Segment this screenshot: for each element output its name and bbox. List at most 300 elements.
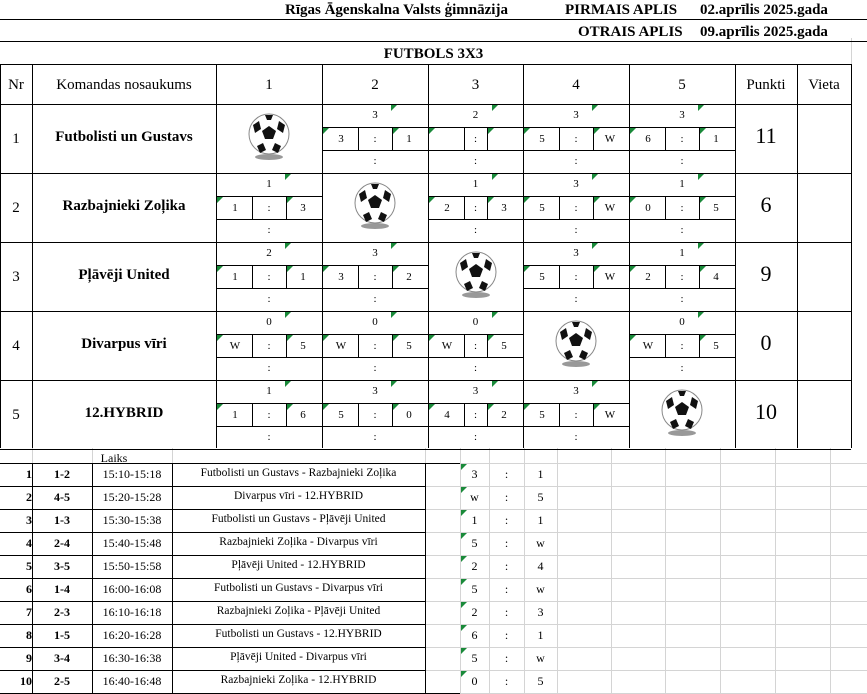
match-teams: Razbajnieki Zoļika - Divarpus vīri: [219, 536, 378, 548]
match-number: 7: [26, 605, 32, 619]
grid-line: [523, 403, 629, 404]
cell-separator: :: [373, 133, 377, 145]
cell-marker: [488, 404, 494, 410]
team-points: 11: [755, 123, 777, 148]
cell-right-score: 6: [300, 409, 306, 421]
match-time: 15:30-15:38: [102, 513, 162, 527]
cell-separator: :: [574, 202, 578, 214]
cell-separator: :: [680, 271, 684, 283]
cell-top-value: 1: [266, 178, 272, 190]
cell-right-score: 5: [501, 340, 507, 352]
grid-line: [557, 448, 558, 694]
cell-top-value: 3: [573, 109, 579, 121]
match-pair: 2-5: [54, 674, 70, 688]
grid-line: [216, 265, 322, 266]
team-points: 0: [760, 330, 772, 355]
grid-line: [629, 288, 735, 289]
cell-marker: [461, 648, 467, 654]
cell-left-score: 0: [645, 202, 651, 214]
grid-line: [216, 219, 322, 220]
match-time: 16:30-16:38: [102, 651, 162, 665]
grid-line: [0, 64, 851, 65]
grid-line: [0, 601, 425, 602]
cell-marker: [630, 197, 636, 203]
col-1: 1: [265, 77, 273, 93]
match-score-a: w: [470, 490, 479, 504]
cell-marker: [429, 197, 435, 203]
cell-marker: [592, 105, 598, 111]
cell-right-score: W: [604, 202, 616, 214]
cell-marker: [630, 128, 636, 134]
grid-line: [0, 509, 425, 510]
cell-marker: [594, 197, 600, 203]
match-score-a: 5: [471, 651, 478, 665]
cell-marker: [461, 510, 467, 516]
cell-right-score: 3: [300, 202, 306, 214]
cell-separator-2: :: [574, 155, 578, 167]
grid-line: [797, 64, 798, 448]
cell-separator: :: [267, 271, 271, 283]
grid-line: [428, 150, 523, 151]
cell-left-score: 5: [539, 202, 545, 214]
col-2: 2: [371, 77, 379, 93]
cell-marker: [488, 197, 494, 203]
grid-line: [0, 486, 425, 487]
cell-separator-2: :: [373, 293, 377, 305]
grid-line: [464, 334, 465, 357]
match-time: 15:10-15:18: [102, 467, 162, 481]
cell-marker: [461, 487, 467, 493]
match-teams: Pļāvēji United - Divarpus vīri: [230, 651, 367, 663]
cell-left-score: 1: [232, 409, 238, 421]
cell-marker: [492, 381, 498, 387]
team-name: Pļāvēji United: [78, 267, 170, 283]
cell-right-score: 4: [713, 271, 719, 283]
match-time: 16:00-16:08: [102, 582, 162, 596]
cell-marker: [323, 335, 329, 341]
cell-marker: [287, 266, 293, 272]
cell-left-score: 3: [338, 271, 344, 283]
cell-marker: [461, 579, 467, 585]
grid-line: [0, 242, 851, 243]
cell-top-value: 3: [372, 385, 378, 397]
cell-marker: [217, 197, 223, 203]
grid-line: [0, 670, 425, 671]
cell-marker: [393, 266, 399, 272]
grid-line: [629, 196, 735, 197]
grid-line: [172, 463, 173, 694]
team-nr: 2: [12, 200, 20, 216]
cell-right-score: 5: [406, 340, 412, 352]
match-teams: Futbolisti un Gustavs - 12.HYBRID: [215, 628, 382, 640]
cell-marker: [217, 266, 223, 272]
grid-line: [32, 463, 33, 694]
match-time: 15:50-15:58: [102, 559, 162, 573]
cell-separator-2: :: [680, 293, 684, 305]
cell-separator-2: :: [473, 362, 478, 374]
grid-line: [216, 334, 322, 335]
cell-marker: [698, 174, 704, 180]
match-pair: 4-5: [54, 490, 70, 504]
team-name: 12.HYBRID: [84, 405, 164, 421]
grid-line: [322, 265, 428, 266]
cell-separator-2: :: [574, 431, 578, 443]
cell-top-value: 3: [679, 109, 685, 121]
grid-line: [358, 127, 359, 150]
cell-marker: [592, 174, 598, 180]
cell-marker: [700, 128, 706, 134]
grid-line: [358, 265, 359, 288]
cell-right-score: 2: [501, 409, 507, 421]
team-nr: 1: [12, 131, 20, 147]
grid-line: [358, 403, 359, 426]
match-pair: 1-3: [54, 513, 70, 527]
cell-marker: [391, 105, 397, 111]
cell-marker: [698, 243, 704, 249]
match-teams: Futbolisti un Gustavs - Divarpus vīri: [214, 582, 383, 594]
cell-marker: [285, 312, 291, 318]
cell-separator: :: [473, 133, 478, 145]
match-pair: 2-4: [54, 536, 70, 550]
cell-separator: :: [373, 340, 377, 352]
cell-marker: [698, 105, 704, 111]
cell-marker: [287, 197, 293, 203]
grid-line: [611, 448, 612, 694]
cell-left-score: 6: [645, 133, 651, 145]
match-score-a: 5: [471, 582, 478, 596]
grid-line: [428, 426, 523, 427]
grid-line: [665, 448, 666, 694]
match-score-a: 6: [471, 628, 478, 642]
grid-line: [0, 311, 851, 312]
match-score-a: 2: [471, 605, 478, 619]
grid-line: [252, 265, 253, 288]
cell-separator: :: [373, 271, 377, 283]
cell-top-value: 2: [472, 109, 479, 121]
cell-top-value: 0: [266, 316, 272, 328]
match-score-sep: :: [504, 651, 509, 665]
cell-left-score: 1: [232, 271, 238, 283]
soccer-ball-icon: [660, 388, 704, 438]
cell-separator-2: :: [680, 224, 684, 236]
cell-left-score: 5: [539, 409, 545, 421]
cell-right-score: W: [604, 409, 616, 421]
cell-right-score: 1: [300, 271, 306, 283]
cell-left-score: 3: [338, 133, 344, 145]
match-score-a: 0: [471, 674, 478, 688]
match-pair: 1-2: [54, 467, 70, 481]
match-score-b: 4: [537, 559, 544, 573]
grid-line: [428, 357, 523, 358]
cell-marker: [524, 266, 530, 272]
cell-marker: [630, 266, 636, 272]
grid-line: [523, 426, 629, 427]
grid-line: [464, 403, 465, 426]
round2-label: OTRAIS APLIS: [578, 24, 683, 40]
grid-line: [629, 357, 735, 358]
team-points: 9: [760, 261, 772, 286]
match-time: 15:20-15:28: [102, 490, 162, 504]
grid-line: [720, 448, 721, 694]
match-score-sep: :: [504, 490, 509, 504]
grid-line: [559, 196, 560, 219]
cell-right-score: W: [604, 133, 616, 145]
grid-line: [0, 624, 425, 625]
team-points: 6: [760, 192, 772, 217]
grid-line: [322, 64, 323, 448]
cell-marker: [592, 243, 598, 249]
cell-right-score: 3: [501, 202, 507, 214]
page-title: FUTBOLS 3X3: [383, 46, 484, 62]
cell-marker: [393, 128, 399, 134]
grid-line: [358, 334, 359, 357]
match-number: 4: [26, 536, 32, 550]
col-points: Punkti: [746, 77, 786, 93]
cell-right-score: 5: [300, 340, 306, 352]
cell-right-score: 0: [406, 409, 412, 421]
cell-marker: [323, 404, 329, 410]
match-score-b: 5: [537, 674, 544, 688]
grid-line: [0, 41, 867, 42]
cell-marker: [594, 404, 600, 410]
cell-marker: [217, 335, 223, 341]
cell-separator: :: [473, 409, 478, 421]
grid-line: [559, 127, 560, 150]
grid-line: [322, 288, 428, 289]
grid-line: [216, 288, 322, 289]
soccer-ball-icon: [247, 112, 291, 162]
match-time: 16:40-16:48: [102, 674, 162, 688]
round1-date: 02.aprīlis 2025.gada: [700, 2, 828, 18]
cell-marker: [492, 174, 498, 180]
cell-left-score: W: [642, 340, 654, 352]
cell-right-score: 2: [406, 271, 412, 283]
grid-line: [0, 647, 425, 648]
match-time: 16:10-16:18: [102, 605, 162, 619]
cell-separator-2: :: [574, 224, 578, 236]
match-score-b: w: [536, 582, 545, 596]
cell-marker: [393, 404, 399, 410]
cell-right-score: W: [604, 271, 616, 283]
cell-separator-2: :: [267, 224, 271, 236]
cell-marker: [429, 335, 435, 341]
col-4: 4: [572, 77, 580, 93]
team-nr: 4: [12, 338, 20, 354]
cell-top-value: 3: [573, 247, 579, 259]
cell-marker: [391, 312, 397, 318]
grid-line: [32, 64, 33, 448]
cell-marker: [524, 404, 530, 410]
grid-line: [629, 64, 630, 448]
grid-line: [322, 357, 428, 358]
grid-line: [252, 403, 253, 426]
match-number: 1: [26, 467, 32, 481]
grid-line: [322, 403, 428, 404]
match-score-sep: :: [504, 628, 509, 642]
match-pair: 2-3: [54, 605, 70, 619]
match-pair: 1-4: [54, 582, 70, 596]
match-number: 10: [20, 674, 32, 688]
grid-line: [523, 150, 629, 151]
match-number: 5: [26, 559, 32, 573]
cell-separator: :: [267, 340, 271, 352]
cell-left-score: 5: [539, 133, 545, 145]
grid-line: [322, 150, 428, 151]
cell-marker: [429, 128, 435, 134]
cell-separator: :: [267, 202, 271, 214]
team-nr: 5: [12, 407, 20, 423]
cell-top-value: 3: [372, 109, 378, 121]
cell-marker: [461, 625, 467, 631]
grid-line: [322, 334, 428, 335]
cell-separator-2: :: [373, 362, 377, 374]
cell-marker: [698, 312, 704, 318]
cell-separator-2: :: [574, 293, 578, 305]
grid-line: [629, 150, 735, 151]
cell-separator: :: [473, 340, 478, 352]
match-score-sep: :: [504, 559, 509, 573]
match-pair: 3-5: [54, 559, 70, 573]
grid-line: [523, 265, 629, 266]
match-score-sep: :: [504, 674, 509, 688]
match-number: 9: [26, 651, 32, 665]
cell-top-value: 1: [679, 178, 685, 190]
grid-line: [830, 448, 831, 694]
cell-top-value: 2: [266, 247, 272, 259]
cell-right-score: 5: [713, 340, 719, 352]
grid-line: [464, 196, 465, 219]
team-name: Razbajnieki Zoļika: [62, 198, 186, 214]
grid-line: [252, 334, 253, 357]
cell-left-score: 4: [444, 409, 450, 421]
cell-marker: [461, 533, 467, 539]
grid-line: [523, 219, 629, 220]
cell-marker: [700, 335, 706, 341]
cell-marker: [524, 197, 530, 203]
grid-line: [0, 19, 867, 20]
cell-marker: [630, 335, 636, 341]
cell-top-value: 1: [472, 178, 479, 190]
grid-line: [629, 265, 735, 266]
grid-line: [428, 219, 523, 220]
grid-line: [559, 265, 560, 288]
match-pair: 3-4: [54, 651, 70, 665]
cell-separator: :: [574, 409, 578, 421]
col-nr: Nr: [8, 77, 24, 93]
grid-line: [0, 532, 425, 533]
grid-line: [0, 64, 1, 448]
match-score-b: 3: [537, 605, 544, 619]
cell-marker: [285, 243, 291, 249]
cell-left-score: 2: [444, 202, 450, 214]
cell-separator: :: [574, 133, 578, 145]
school-name: Rīgas Āgenskalna Valsts ģimnāzija: [285, 2, 508, 18]
match-score-b: 5: [537, 490, 544, 504]
grid-line: [665, 127, 666, 150]
cell-left-score: 5: [338, 409, 344, 421]
cell-top-value: 1: [679, 247, 685, 259]
cell-marker: [287, 404, 293, 410]
cell-top-value: 0: [679, 316, 685, 328]
cell-separator-2: :: [473, 155, 478, 167]
cell-marker: [287, 335, 293, 341]
grid-line: [775, 448, 776, 694]
match-teams: Razbajnieki Zoļika - Pļāvēji United: [216, 605, 381, 617]
match-score-a: 2: [471, 559, 478, 573]
grid-line: [0, 555, 425, 556]
cell-left-score: 1: [232, 202, 238, 214]
grid-line: [0, 449, 851, 450]
match-score-sep: :: [504, 467, 509, 481]
cell-left-score: W: [335, 340, 347, 352]
match-score-sep: :: [504, 605, 509, 619]
cell-separator-2: :: [373, 155, 377, 167]
cell-top-value: 3: [372, 247, 378, 259]
grid-line: [0, 463, 460, 464]
cell-marker: [429, 404, 435, 410]
match-time: 15:40-15:48: [102, 536, 162, 550]
grid-line: [425, 463, 426, 694]
cell-marker: [594, 128, 600, 134]
col-3: 3: [471, 77, 480, 93]
match-score-sep: :: [504, 536, 509, 550]
cell-left-score: 5: [539, 271, 545, 283]
grid-line: [629, 334, 735, 335]
cell-marker: [323, 128, 329, 134]
match-number: 6: [26, 582, 32, 596]
cell-marker: [391, 243, 397, 249]
match-teams: Divarpus vīri - 12.HYBRID: [233, 490, 364, 502]
match-score-b: 1: [537, 467, 544, 481]
grid-line: [0, 380, 851, 381]
grid-line: [523, 127, 629, 128]
col-place: Vieta: [808, 77, 840, 93]
grid-line: [322, 127, 428, 128]
schedule-time-label: Laiks: [100, 451, 128, 465]
match-score-b: w: [536, 536, 545, 550]
grid-line: [428, 64, 429, 448]
match-score-b: 1: [537, 628, 544, 642]
cell-marker: [700, 266, 706, 272]
cell-separator-2: :: [473, 224, 478, 236]
col-team: Komandas nosaukums: [56, 77, 192, 93]
team-name: Futbolisti un Gustavs: [55, 129, 193, 145]
cell-top-value: 3: [573, 178, 579, 190]
match-score-sep: :: [504, 513, 509, 527]
grid-line: [252, 196, 253, 219]
match-score-a: 3: [471, 467, 478, 481]
col-5: 5: [678, 77, 686, 93]
cell-marker: [285, 381, 291, 387]
grid-line: [851, 64, 852, 448]
match-number: 8: [26, 628, 32, 642]
cell-marker: [461, 602, 467, 608]
cell-marker: [524, 128, 530, 134]
match-teams: Pļāvēji United - 12.HYBRID: [231, 559, 366, 571]
cell-separator: :: [680, 133, 684, 145]
match-teams: Razbajnieki Zoļika - 12.HYBRID: [220, 674, 377, 686]
cell-marker: [391, 381, 397, 387]
round2-date: 09.aprīlis 2025.gada: [700, 24, 828, 40]
cell-marker: [592, 381, 598, 387]
cell-top-value: 1: [266, 385, 272, 397]
grid-line: [216, 403, 322, 404]
grid-line: [464, 127, 465, 150]
match-score-b: 1: [537, 513, 544, 527]
grid-line: [216, 196, 322, 197]
grid-line: [428, 127, 523, 128]
cell-top-value: 3: [472, 385, 479, 397]
